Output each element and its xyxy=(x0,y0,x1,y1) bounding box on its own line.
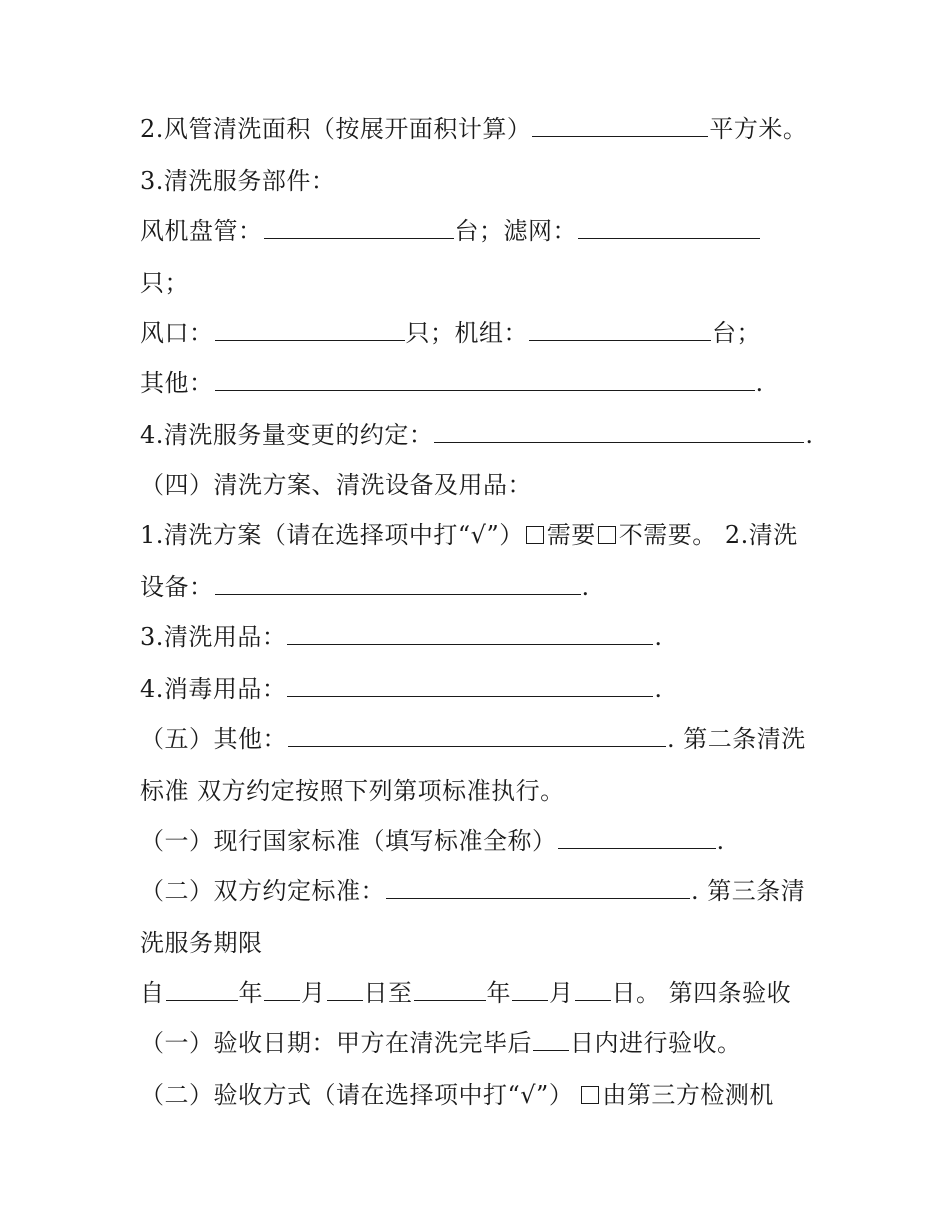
disinfect-supplies-blank[interactable] xyxy=(287,674,653,697)
end-month-blank[interactable] xyxy=(512,978,548,1001)
volume-change-line: 4.清洗服务量变更的约定： . xyxy=(140,421,814,449)
agreed-standard-blank[interactable] xyxy=(386,876,690,899)
disinfect-supplies-line: 4.消毒用品： . xyxy=(140,675,663,703)
acceptance-date-line: （一）验收日期：甲方在清洗完毕后 日内进行验收。 xyxy=(140,1029,742,1057)
date-range-line: 自 年 月 日至 年 月 日。 第四条验收 xyxy=(140,979,792,1007)
acceptance-days-blank[interactable] xyxy=(533,1028,569,1051)
filter-unit-line: 只； xyxy=(140,269,189,297)
equipment-blank[interactable] xyxy=(215,572,581,595)
start-day-blank[interactable] xyxy=(327,978,363,1001)
cleaning-plan-line: 1.清洗方案（请在选择项中打“√”） 需要 不需要。 2.清洗 xyxy=(140,521,798,549)
area-blank[interactable] xyxy=(532,114,708,137)
other-parts-line: 其他： . xyxy=(140,369,764,397)
duct-cleaning-area-line: 2.风管清洗面积（按展开面积计算） 平方米。 xyxy=(140,115,808,143)
end-day-blank[interactable] xyxy=(575,978,611,1001)
end-year-blank[interactable] xyxy=(414,978,486,1001)
plan-needed-checkbox[interactable] xyxy=(526,526,544,544)
national-standard-line: （一）现行国家标准（填写标准全称） . xyxy=(140,827,725,855)
filter-count-blank[interactable] xyxy=(578,216,760,239)
acceptance-method-line: （二）验收方式（请在选择项中打“√”） 由第三方检测机 xyxy=(140,1081,774,1109)
section-four-heading: （四）清洗方案、清洗设备及用品： xyxy=(140,471,532,499)
service-period-heading: 洗服务期限 xyxy=(140,929,263,957)
unit-count-blank[interactable] xyxy=(529,318,711,341)
agreed-standard-line: （二）双方约定标准： . 第三条清 xyxy=(140,877,806,905)
equipment-line: 设备： . xyxy=(140,573,590,601)
vent-unit-line: 风口： 只；机组： 台； xyxy=(140,319,761,347)
cleaning-supplies-blank[interactable] xyxy=(287,622,653,645)
plan-not-needed-checkbox[interactable] xyxy=(598,526,616,544)
cleaning-supplies-line: 3.清洗用品： . xyxy=(140,623,663,651)
coil-count-blank[interactable] xyxy=(264,216,454,239)
third-party-checkbox[interactable] xyxy=(581,1086,599,1104)
other-parts-blank[interactable] xyxy=(215,368,755,391)
vent-count-blank[interactable] xyxy=(215,318,405,341)
section-five-blank[interactable] xyxy=(288,724,666,747)
coil-filter-line: 风机盘管： 台；滤网： xyxy=(140,216,761,246)
start-month-blank[interactable] xyxy=(264,978,300,1001)
start-year-blank[interactable] xyxy=(166,978,238,1001)
standard-line: 标准 双方约定按照下列第项标准执行。 xyxy=(140,777,565,805)
volume-change-blank[interactable] xyxy=(434,420,804,443)
section-five-line: （五）其他： . 第二条清洗 xyxy=(140,725,806,753)
national-standard-blank[interactable] xyxy=(558,826,716,849)
parts-heading: 3.清洗服务部件： xyxy=(140,167,336,195)
